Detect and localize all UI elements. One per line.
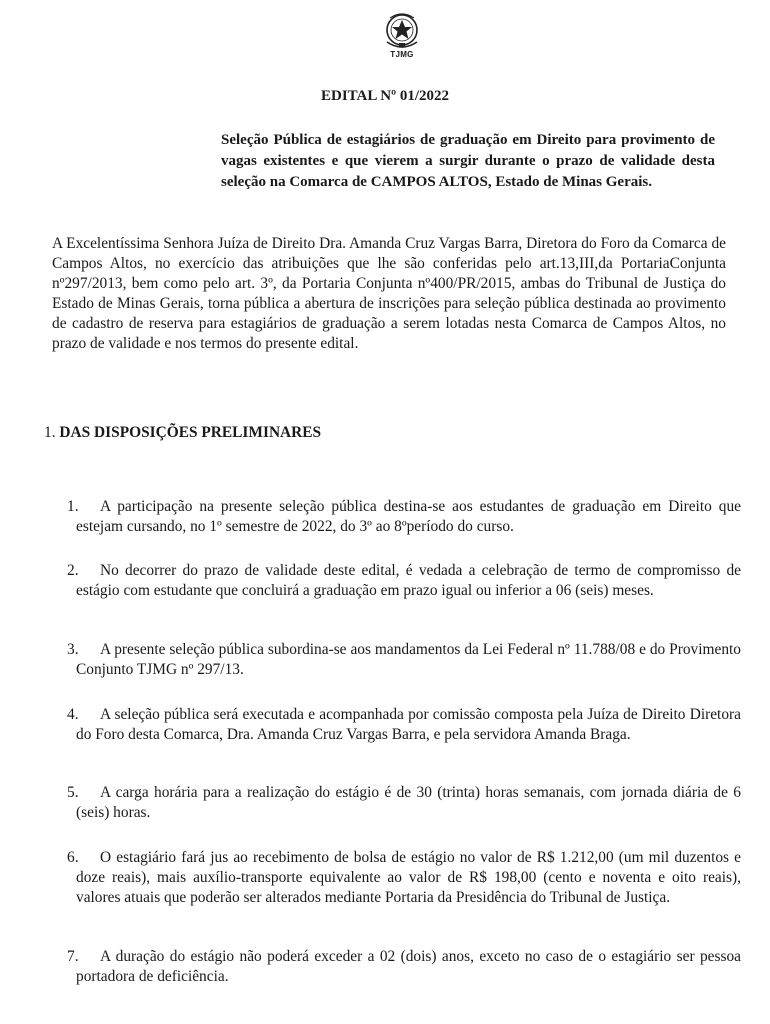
intro-paragraph: A Excelentíssima Senhora Juíza de Direito Dra. Amanda Cruz Vargas Barra, Diretora do Foro da Comarca de Campos Altos, no exercício das atribuições que lhe são conferidas pelo art.13,III,da PortariaConjunta nº297/2013, bem como pelo art. 3º, da Portaria Conjunta nº400/PR/2015, ambas do Tribunal de Justiça do Estado de Minas Gerais, torna pública a abertura de inscrições para seleção pública destinada ao provimento de cadastro de reserva para estagiários de graduação a serem lotadas nesta Comarca de Campos Altos, no prazo de validade e nos termos do presente edital. xyxy=(52,235,726,352)
section-heading xyxy=(44,424,321,442)
list-item-text: A seleção pública será executada e acompanhada por comissão composta pela Juíza de Direito Diretora do Foro desta Comarca, Dra. Amanda Cruz Vargas Barra, e pela servidora Amanda Braga. xyxy=(76,706,741,743)
list-item xyxy=(67,848,741,908)
list-item-number: 7. xyxy=(67,948,79,965)
list-item-number: 4. xyxy=(67,706,79,723)
list-item xyxy=(67,783,741,823)
list-item xyxy=(67,947,741,987)
list-item-number: 3. xyxy=(67,641,79,658)
document-title: EDITAL Nº 01/2022 xyxy=(320,88,450,104)
list-item-number: 5. xyxy=(67,784,79,801)
list-item-text: A duração do estágio não poderá exceder a 02 (dois) anos, exceto no caso de o estagiário ser pessoa portadora de deficiência. xyxy=(76,948,741,985)
list-item-number: 1. xyxy=(67,498,79,515)
list-item xyxy=(67,561,741,601)
list-item-text: A presente seleção pública subordina-se aos mandamentos da Lei Federal nº 11.788/08 e do Provimento Conjunto TJMG nº 297/13. xyxy=(76,641,741,678)
list-item-text: A participação na presente seleção pública destina-se aos estudantes de graduação em Direito que estejam cursando, no 1º semestre de 2022, do 3º ao 8ºperíodo do curso. xyxy=(76,498,741,535)
list-item xyxy=(67,705,741,745)
list-item-number: 2. xyxy=(67,562,79,579)
list-item xyxy=(67,497,741,537)
section-number: 1. xyxy=(44,424,56,441)
section-title: DAS DISPOSIÇÕES PRELIMINARES xyxy=(59,424,322,441)
list-item-number: 6. xyxy=(67,849,79,866)
tjmg-logo xyxy=(380,12,424,59)
edital-summary: Seleção Pública de estagiários de graduação em Direito para provimento de vagas existentes e que vierem a surgir durante o prazo de validade desta seleção na Comarca de CAMPOS ALTOS, Estado de Minas Gerais. xyxy=(221,132,715,190)
list-item-text: No decorrer do prazo de validade deste edital, é vedada a celebração de termo de compromisso de estágio com estudante que concluirá a graduação em prazo igual ou inferior a 06 (seis) meses. xyxy=(76,562,741,599)
list-item-text: O estagiário fará jus ao recebimento de bolsa de estágio no valor de R$ 1.212,00 (um mil duzentos e doze reais), mais auxílio-transporte equivalente ao valor de R$ 198,00 (cento e noventa e oito reais), valores atuais que poderão ser alterados mediante Portaria da Presidência do Tribunal de Justiça. xyxy=(76,849,741,906)
list-item xyxy=(67,640,741,680)
coat-of-arms-icon xyxy=(382,12,422,50)
list-item-text: A carga horária para a realização do estágio é de 30 (trinta) horas semanais, com jornada diária de 6 (seis) horas. xyxy=(76,784,741,821)
logo-text: TJMG xyxy=(390,50,414,59)
